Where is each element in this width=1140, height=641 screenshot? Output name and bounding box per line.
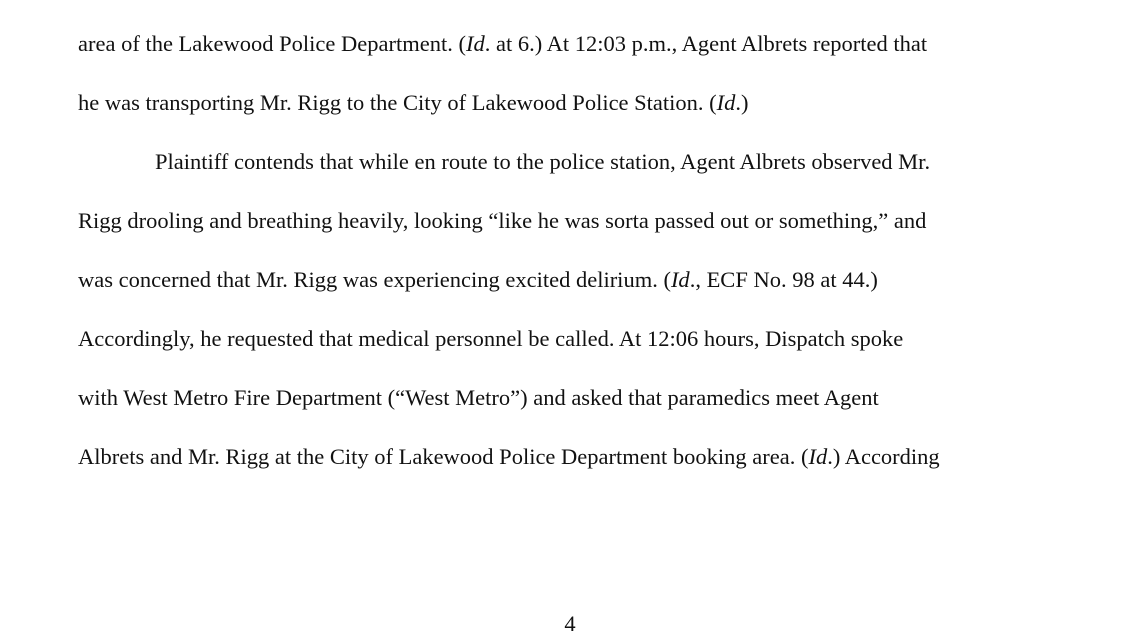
body-text-line bbox=[78, 269, 878, 292]
body-text-line: Accordingly, he requested that medical personnel be called. At 12:06 hours, Dispatch spoke bbox=[78, 326, 904, 351]
text-segment: was concerned that Mr. Rigg was experiencing excited delirium. ( bbox=[78, 267, 671, 292]
paragraph-start-line: Plaintiff contends that while en route to the police station, Agent Albrets observed Mr. bbox=[155, 149, 931, 174]
body-text-line: with West Metro Fire Department (“West Metro”) and asked that paramedics meet Agent bbox=[78, 385, 879, 410]
page-number: 4 bbox=[564, 611, 576, 636]
body-text-line bbox=[78, 33, 927, 56]
text-segment: Albrets and Mr. Rigg at the City of Lakewood Police Department booking area. ( bbox=[78, 444, 809, 469]
body-text-line: Rigg drooling and breathing heavily, looking “like he was sorta passed out or something,” and bbox=[78, 208, 927, 233]
text-segment: ., ECF No. 98 at 44.) bbox=[689, 267, 878, 292]
body-text-line bbox=[78, 92, 749, 115]
citation-id: Id bbox=[670, 267, 690, 292]
text-segment: . at 6.) At 12:03 p.m., Agent Albrets reported that bbox=[484, 31, 928, 56]
text-segment: .) According bbox=[827, 444, 940, 469]
citation-id: Id bbox=[808, 444, 828, 469]
citation-id: Id bbox=[465, 31, 485, 56]
text-segment: area of the Lakewood Police Department. ( bbox=[78, 31, 466, 56]
body-text-line bbox=[78, 446, 940, 469]
text-segment: he was transporting Mr. Rigg to the City of Lakewood Police Station. ( bbox=[78, 90, 717, 115]
citation-id: Id bbox=[716, 90, 736, 115]
text-segment: .) bbox=[735, 90, 749, 115]
